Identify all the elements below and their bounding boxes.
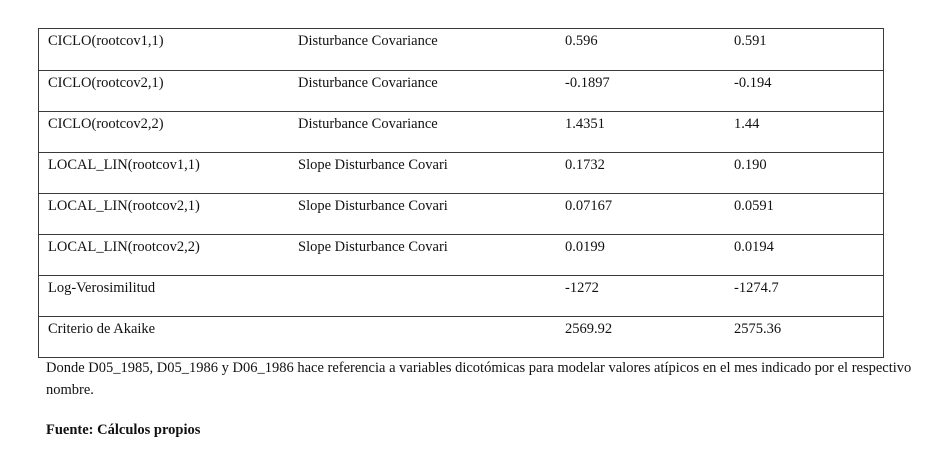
value-cell-1: 0.07167: [565, 198, 613, 214]
value-cell-2: 1.44: [734, 116, 760, 132]
type-cell: Slope Disturbance Covari: [298, 198, 448, 214]
value-cell-2: 0.190: [734, 157, 767, 173]
table-row: [39, 29, 884, 71]
parameter-cell: CICLO(rootcov2,1): [48, 75, 164, 91]
value-cell-1: 0.0199: [565, 239, 605, 255]
value-cell-1: 1.4351: [565, 116, 605, 132]
value-cell-1: -0.1897: [565, 75, 610, 91]
table-row: [39, 235, 884, 276]
value-cell-2: -1274.7: [734, 280, 779, 296]
value-cell-2: 0.0591: [734, 198, 774, 214]
parameter-cell: LOCAL_LIN(rootcov2,2): [48, 239, 200, 255]
value-cell-2: 0.0194: [734, 239, 774, 255]
value-cell-1: -1272: [565, 280, 599, 296]
table-row: [39, 112, 884, 153]
table-row: [39, 194, 884, 235]
source-line: Fuente: Cálculos propios: [46, 422, 201, 438]
type-cell: Slope Disturbance Covari: [298, 239, 448, 255]
parameter-cell: Criterio de Akaike: [48, 321, 156, 337]
parameter-cell: CICLO(rootcov2,2): [48, 116, 164, 132]
value-cell-1: 2569.92: [565, 321, 613, 337]
value-cell-2: 2575.36: [734, 321, 782, 337]
value-cell-1: 0.1732: [565, 157, 605, 173]
table-row: [39, 71, 884, 112]
parameter-cell: CICLO(rootcov1,1): [48, 33, 164, 49]
parameter-cell: Log-Verosimilitud: [48, 280, 156, 296]
type-cell: Disturbance Covariance: [298, 75, 438, 91]
table-footnote: Donde D05_1985, D05_1986 y D06_1986 hace referencia a variables dicotómicas para modelar valores atípicos en el mes indicado por el respectivo nombre.: [46, 360, 912, 398]
table-row: [39, 317, 884, 358]
results-table: [38, 28, 884, 358]
value-cell-1: 0.596: [565, 33, 598, 49]
table-row: [39, 153, 884, 194]
parameter-cell: LOCAL_LIN(rootcov1,1): [48, 157, 200, 173]
type-cell: Disturbance Covariance: [298, 33, 438, 49]
parameter-cell: LOCAL_LIN(rootcov2,1): [48, 198, 200, 214]
type-cell: Slope Disturbance Covari: [298, 157, 448, 173]
value-cell-2: 0.591: [734, 33, 767, 49]
value-cell-2: -0.194: [734, 75, 772, 91]
type-cell: Disturbance Covariance: [298, 116, 438, 132]
table-row: [39, 276, 884, 317]
